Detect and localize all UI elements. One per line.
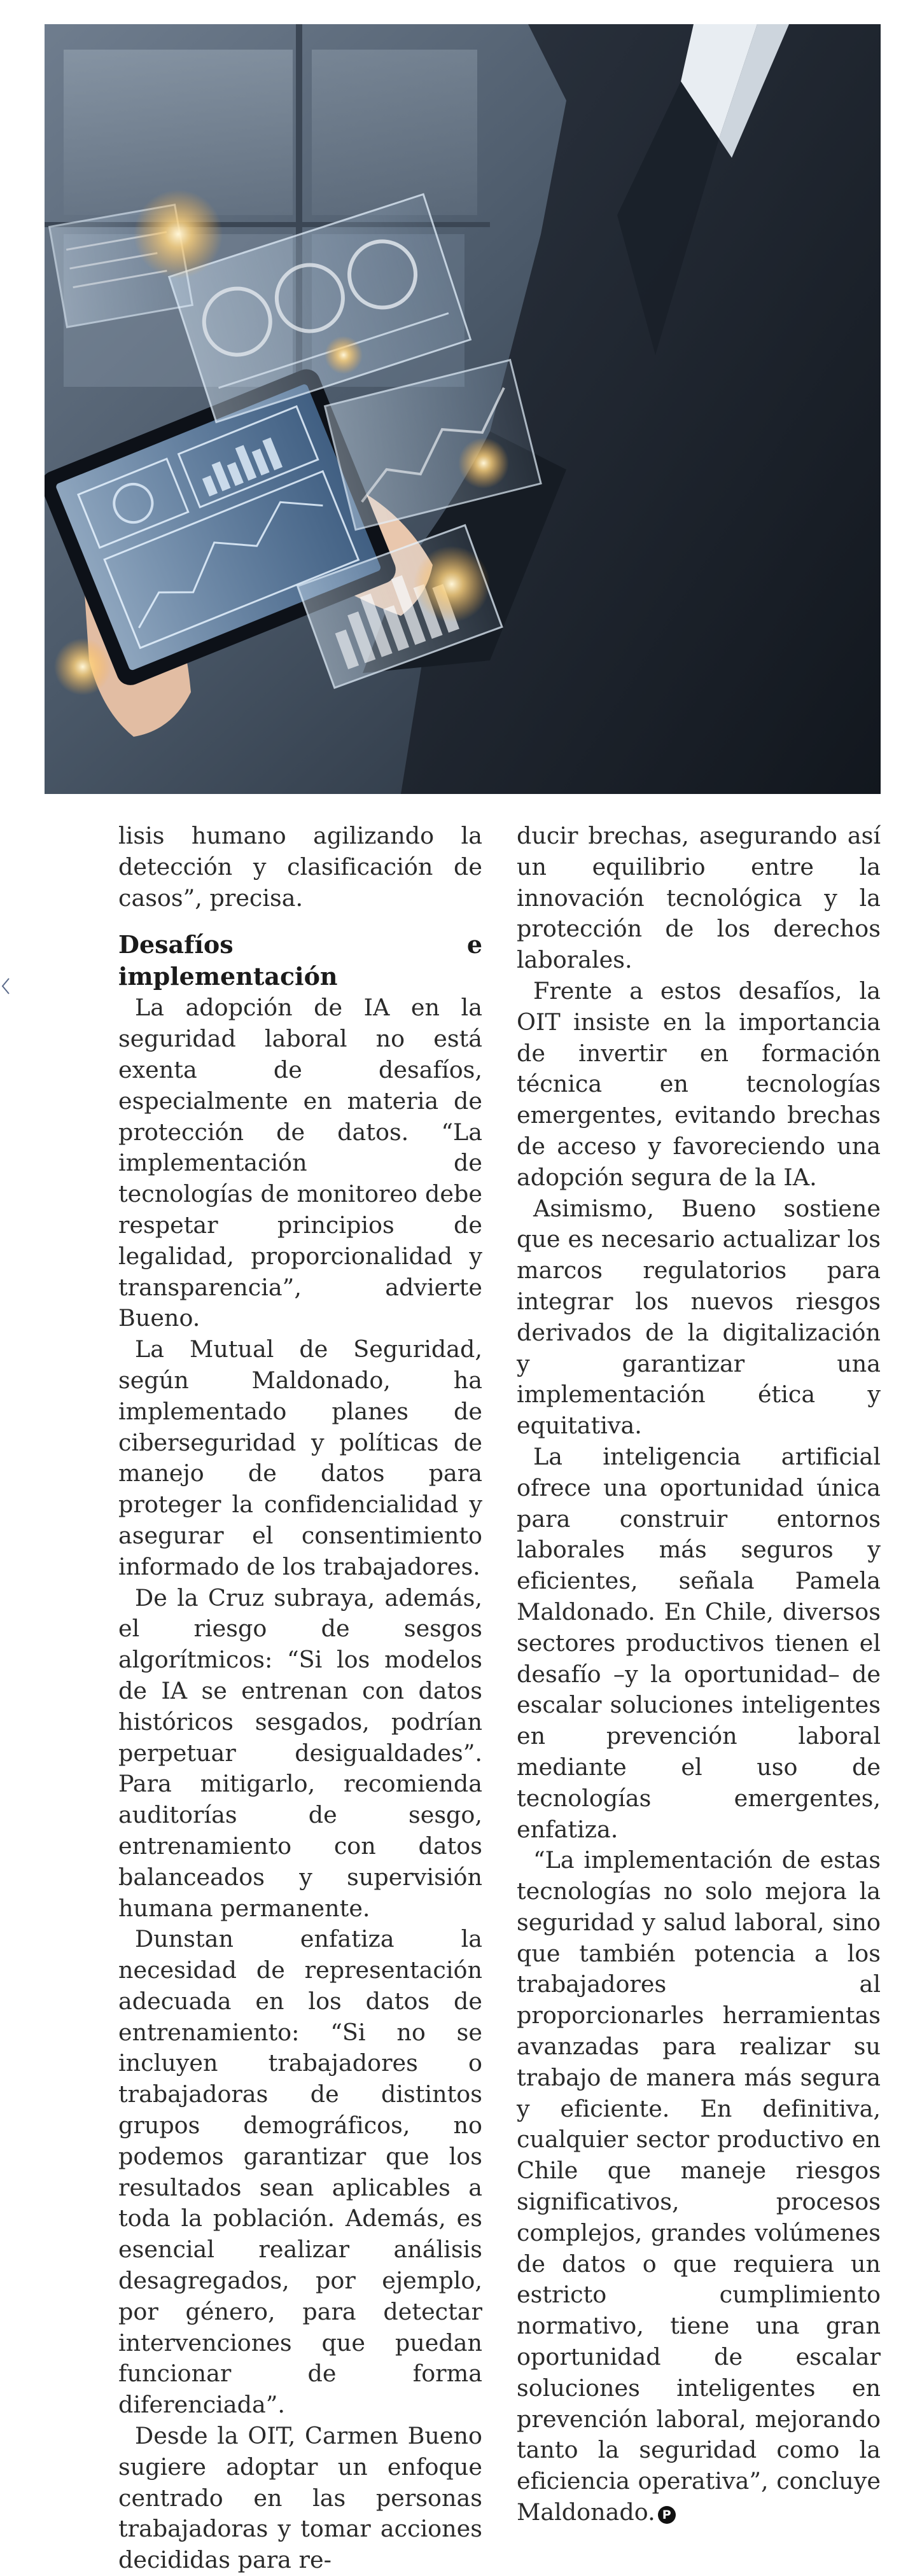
article-column-left xyxy=(118,821,482,2576)
paragraph: La adopción de IA en la seguridad laboral no está exenta de desafíos, especialmente en materia de protección de datos. “La implementación de tecnologías de monitoreo debe respetar principios de legalidad, proporcionalidad y transparencia”, advierte Bueno. xyxy=(118,994,482,1332)
paragraph: Asimismo, Bueno sostiene que es necesario actualizar los marcos regulatorios para integrar los nuevos riesgos derivados de la digitalización y garantizar una implementación ética y equitativa. xyxy=(517,1194,881,1440)
paragraph: lisis humano agilizando la detección y clasificación de casos”, precisa. xyxy=(118,822,482,912)
paragraph: Frente a estos desafíos, la OIT insiste en la importancia de invertir en formación técnica en tecnologías emergentes, evitando brechas de acceso y favoreciendo una adopción segura de la IA. xyxy=(517,977,881,1191)
margin-crop-mark xyxy=(0,973,13,999)
article-column-right xyxy=(517,821,881,2528)
tablet-hologram-illustration xyxy=(45,24,881,794)
paragraph: De la Cruz subraya, además, el riesgo de sesgos algorítmicos: “Si los modelos de IA se entrenan con datos históricos sesgados, podrían perpetuar desigualdades”. Para mitigarlo, recomienda auditorías de sesgo, entrenamiento con datos balanceados y supervisión humana permanente. xyxy=(118,1584,482,1922)
closing-paragraph-text: “La implementación de estas tecnologías no solo mejora la seguridad y salud laboral, sino que también potencia a los trabajadores al proporcionarles herramientas avanzadas para realizar su trabajo de manera más segura y eficiente. En definitiva, cualquier sector productivo en Chile que maneje riesgos significativos, procesos complejos, grandes volúmenes de datos o que requiera un estricto cumplimiento normativo, tiene una gran oportunidad de escalar soluciones inteligentes en prevención laboral, mejorando tanto la seguridad como la eficiencia operativa”, concluye Maldonado. xyxy=(517,1846,881,2526)
paragraph: La Mutual de Seguridad, según Maldonado, ha implementado planes de ciberseguridad y políticas de manejo de datos para proteger la confidencialidad y asegurar el consentimiento informado de los trabajadores. xyxy=(118,1335,482,1580)
paragraph: ducir brechas, asegurando así un equilibrio entre la innovación tecnológica y la protección de los derechos laborales. xyxy=(517,822,881,974)
paragraph: Desde la OIT, Carmen Bueno sugiere adoptar un enfoque centrado en las personas trabajadoras y tomar acciones decididas para re- xyxy=(118,2422,482,2574)
article-photo xyxy=(45,24,881,794)
section-heading: Desafíos e implementación xyxy=(118,930,482,991)
paragraph xyxy=(517,1845,881,2528)
end-of-article-mark-icon: P xyxy=(658,2506,676,2524)
paragraph: La inteligencia artificial ofrece una oportunidad única para construir entornos laborales más seguros y eficientes, señala Pamela Maldonado. En Chile, diversos sectores productivos tienen el desafío –y la oportunidad– de escalar soluciones inteligentes en prevención laboral mediante el uso de tecnologías emergentes, enfatiza. xyxy=(517,1442,881,1843)
paragraph: Dunstan enfatiza la necesidad de representación adecuada en los datos de entrenamiento: “Si no se incluyen trabajadores o trabajadoras de distintos grupos demográficos, no podemos garantizar que los resultados sean aplicables a toda la población. Además, es esencial realizar análisis desagregados, por ejemplo, por género, para detectar intervenciones que puedan funcionar de forma diferenciada”. xyxy=(118,1925,482,2419)
